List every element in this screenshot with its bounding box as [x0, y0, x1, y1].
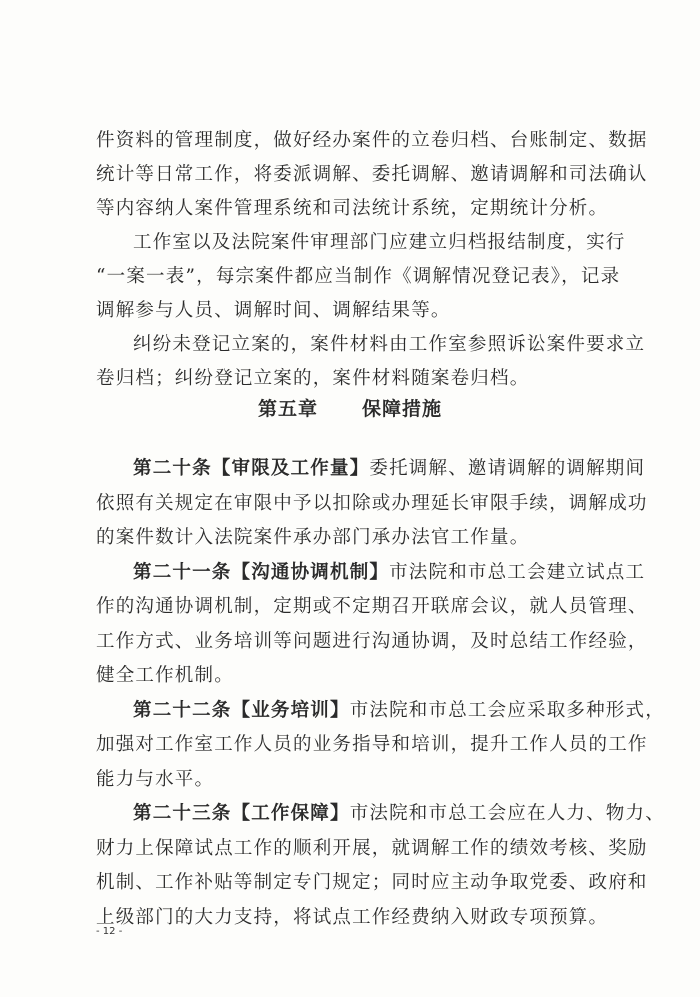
paragraph-line: 件资料的管理制度，做好经办案件的立卷归档、台账制定、数据	[96, 130, 648, 151]
article-heading: 第二十三条【工作保障】	[133, 803, 350, 824]
paragraph-line: 能力与水平。	[96, 768, 215, 790]
article-text: 市法院和市总工会应采取多种形式，	[349, 699, 665, 721]
chapter-number: 第五章	[257, 398, 318, 420]
paragraph-line: 依照有关规定在审限中予以扣除或办理延长审限手续，调解成功	[96, 492, 648, 514]
article-heading: 第二十二条【业务培训】	[133, 699, 350, 721]
paragraph-line: 工作室以及法院案件审理部门应建立归档报结制度，实行	[133, 232, 626, 253]
paragraph-line: 作的沟通协调机制，定期或不定期召开联席会议，就人员管理、	[96, 596, 648, 617]
paragraph-line: 加强对工作室工作人员的业务指导和培训，提升工作人员的工作	[96, 734, 648, 755]
article-heading: 第二十一条【沟通协调机制】	[133, 561, 390, 583]
article-text: 委托调解、邀请调解的调解期间	[369, 458, 646, 479]
page-number: - 12 -	[96, 926, 123, 937]
articles-section	[96, 452, 665, 935]
paragraph-line: 统计等日常工作，将委派调解、委托调解、邀请调解和司法确认	[96, 164, 648, 185]
article-20-first-line	[96, 452, 646, 487]
article-22-first-line	[96, 694, 665, 729]
article-21-first-line	[96, 556, 646, 591]
paragraph-line: 健全工作机制。	[96, 665, 234, 686]
article-heading: 第二十条【审限及工作量】	[133, 458, 370, 479]
paragraph-line: 卷归档；纠纷登记立案的，案件材料随案卷归档。	[96, 368, 530, 389]
paragraph-line: 等内容纳人案件管理系统和司法统计系统，定期统计分析。	[96, 198, 609, 219]
article-text: 市法院和市总工会应在人力、物力、	[349, 803, 665, 824]
paragraph-line: 的案件数计入法院案件承办部门承办法官工作量。	[96, 527, 530, 548]
paragraph-line: 纠纷未登记立案的，案件材料由工作室参照诉讼案件要求立	[133, 334, 646, 355]
article-23-first-line	[96, 797, 665, 832]
paragraph-line: 工作方式、业务培训等问题进行沟通协调，及时总结工作经验，	[96, 630, 648, 652]
paragraph-line: 财力上保障试点工作的顺利开展，就调解工作的绩效考核、奖励	[96, 837, 648, 859]
chapter-title: 保障措施	[362, 398, 443, 420]
chapter-heading	[0, 394, 700, 421]
paragraph-line: 上级部门的大力支持，将试点工作经费纳入财政专项预算。	[96, 906, 609, 928]
article-text: 市法院和市总工会建立试点工	[389, 561, 646, 583]
paragraph-line: 调解参与人员、调解时间、调解结果等。	[96, 300, 451, 321]
section-archiving-text	[96, 124, 648, 396]
paragraph-line: 机制、工作补贴等制定专门规定；同时应主动争取党委、政府和	[96, 872, 648, 893]
paragraph-line: “一案一表”，每宗案件都应当制作《调解情况登记表》，记录	[96, 266, 621, 287]
